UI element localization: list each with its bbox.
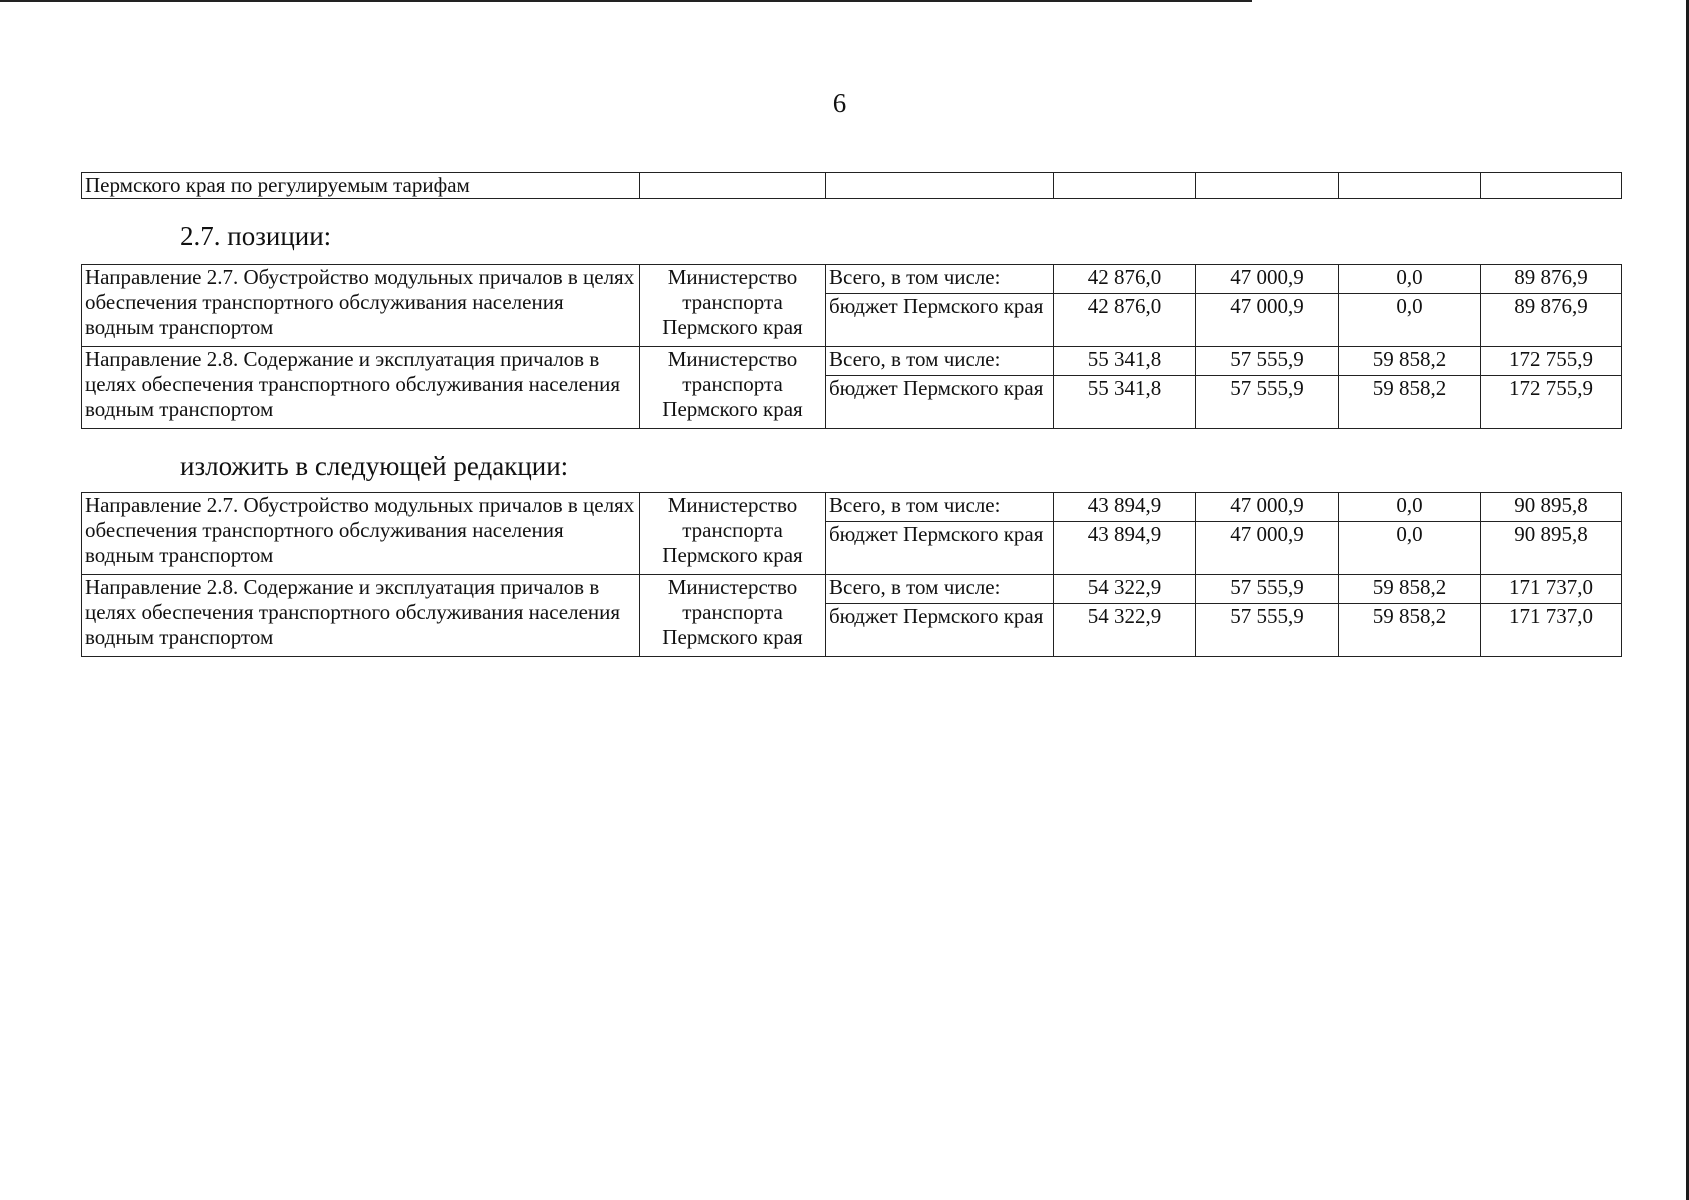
table-row (82, 265, 1622, 294)
heading-edit: изложить в следующей редакции: (180, 451, 569, 481)
organization-cell: Министерство транспорта Пермского края (640, 493, 826, 575)
funding-source-budget: бюджет Пермского края (826, 294, 1054, 347)
value-cell: 55 341,8 (1054, 376, 1196, 429)
value-cell: 43 894,9 (1054, 493, 1196, 522)
value-cell: 47 000,9 (1196, 265, 1339, 294)
continued-table-fragment (81, 172, 1622, 199)
value-cell: 90 895,8 (1481, 522, 1622, 575)
funding-source-total: Всего, в том числе: (826, 265, 1054, 294)
fragment-empty-cell (640, 173, 826, 199)
fragment-row (82, 173, 1622, 199)
value-cell: 59 858,2 (1339, 604, 1481, 657)
value-cell: 54 322,9 (1054, 575, 1196, 604)
value-cell: 42 876,0 (1054, 265, 1196, 294)
funding-source-total: Всего, в том числе: (826, 493, 1054, 522)
value-cell: 0,0 (1339, 522, 1481, 575)
funding-source-total: Всего, в том числе: (826, 347, 1054, 376)
fragment-empty-cell (1481, 173, 1622, 199)
heading-positions: 2.7. позиции: (180, 221, 332, 251)
value-cell: 57 555,9 (1196, 347, 1339, 376)
value-cell: 59 858,2 (1339, 376, 1481, 429)
table-row (82, 347, 1622, 376)
funding-source-budget: бюджет Пермского края (826, 604, 1054, 657)
direction-cell: Направление 2.7. Обустройство модульных причалов в целях обеспечения транспортного обслуживания населения водным транспортом (82, 493, 640, 575)
value-cell: 54 322,9 (1054, 604, 1196, 657)
funding-source-budget: бюджет Пермского края (826, 522, 1054, 575)
fragment-empty-cell (1339, 173, 1481, 199)
table-row (82, 493, 1622, 522)
value-cell: 90 895,8 (1481, 493, 1622, 522)
value-cell: 89 876,9 (1481, 265, 1622, 294)
new-positions-table (81, 492, 1622, 657)
value-cell: 0,0 (1339, 493, 1481, 522)
table-row (82, 575, 1622, 604)
organization-cell: Министерство транспорта Пермского края (640, 347, 826, 429)
funding-source-total: Всего, в том числе: (826, 575, 1054, 604)
value-cell: 172 755,9 (1481, 376, 1622, 429)
old-positions-table (81, 264, 1622, 429)
value-cell: 57 555,9 (1196, 604, 1339, 657)
page-number: 6 (832, 88, 847, 118)
direction-cell: Направление 2.8. Содержание и эксплуатация причалов в целях обеспечения транспортного обслуживания населения водным транспортом (82, 575, 640, 657)
fragment-direction-cell: Пермского края по регулируемым тарифам (82, 173, 640, 199)
value-cell: 89 876,9 (1481, 294, 1622, 347)
funding-source-budget: бюджет Пермского края (826, 376, 1054, 429)
value-cell: 42 876,0 (1054, 294, 1196, 347)
value-cell: 57 555,9 (1196, 376, 1339, 429)
fragment-empty-cell (826, 173, 1054, 199)
direction-cell: Направление 2.8. Содержание и эксплуатация причалов в целях обеспечения транспортного обслуживания населения водным транспортом (82, 347, 640, 429)
value-cell: 0,0 (1339, 294, 1481, 347)
value-cell: 55 341,8 (1054, 347, 1196, 376)
value-cell: 47 000,9 (1196, 493, 1339, 522)
value-cell: 172 755,9 (1481, 347, 1622, 376)
value-cell: 171 737,0 (1481, 604, 1622, 657)
scan-top-edge-line (0, 0, 1252, 2)
value-cell: 59 858,2 (1339, 347, 1481, 376)
organization-cell: Министерство транспорта Пермского края (640, 575, 826, 657)
value-cell: 43 894,9 (1054, 522, 1196, 575)
value-cell: 0,0 (1339, 265, 1481, 294)
value-cell: 59 858,2 (1339, 575, 1481, 604)
organization-cell: Министерство транспорта Пермского края (640, 265, 826, 347)
fragment-empty-cell (1054, 173, 1196, 199)
value-cell: 171 737,0 (1481, 575, 1622, 604)
direction-cell: Направление 2.7. Обустройство модульных причалов в целях обеспечения транспортного обслуживания населения водным транспортом (82, 265, 640, 347)
value-cell: 47 000,9 (1196, 294, 1339, 347)
value-cell: 57 555,9 (1196, 575, 1339, 604)
value-cell: 47 000,9 (1196, 522, 1339, 575)
fragment-empty-cell (1196, 173, 1339, 199)
